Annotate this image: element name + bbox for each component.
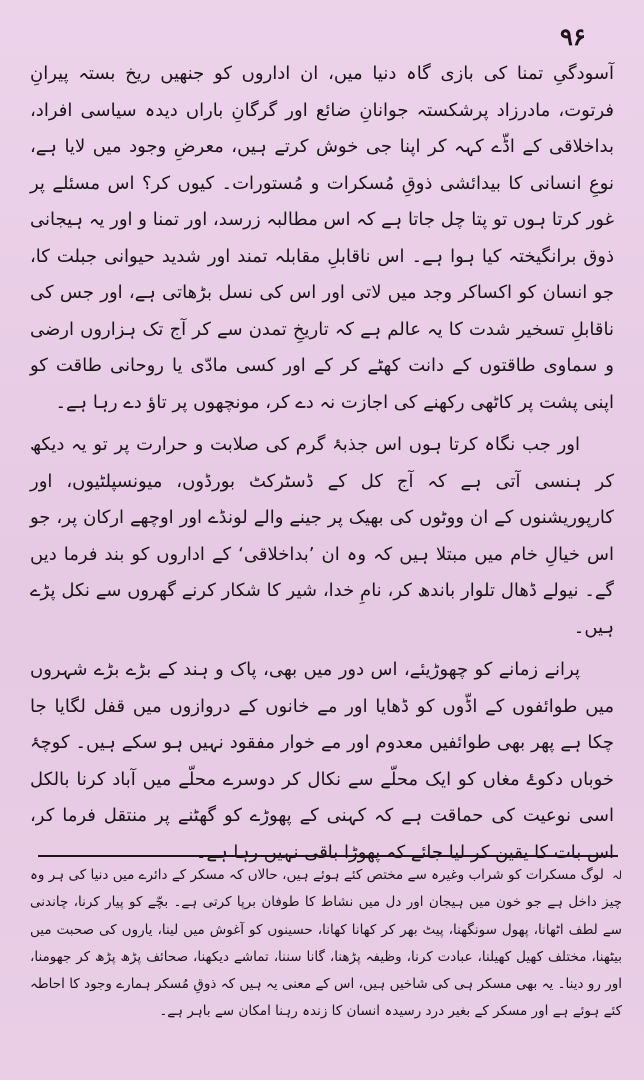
- footnote-marker: لہ: [612, 869, 622, 882]
- body-text: [30, 56, 614, 871]
- page-number: ۹۶: [560, 22, 586, 51]
- paragraph-3: پرانے زمانے کو چھوڑیئے، اس دور میں بھی، پاک و ہند کے بڑے بڑے شہروں میں طوائفوں کے اڈّوں کو ڈھایا اور مے خانوں کے دروازوں میں قفل لگایا جا چکا ہے پھر بھی طوائفیں معدوم اور مے خوار مفقود نہیں ہو سکے ہیں۔ کوچۂ خوباں دکوۓ مغاں کو ایک محلّے سے نکال کر دوسرے محلّے میں آباد کرنا بالکل اسی نوعیت کی حماقت ہے کہ کہنی کے پھوڑے کو گھٹنے پر منتقل فرما کر، اس بات کا یقین کر لیا جائے کہ پھوڑا باقی نہیں رہا ہے۔: [30, 659, 614, 863]
- footnote-text: لوگ مسکرات کو شراب وغیرہ سے مختص کئے ہوئے ہیں، حالاں کہ مسکر کے دائرے میں دنیا کی ہر وہ چیز داخل ہے جو خون میں ہیجان اور دل میں نشاط کا طوفان برپا کرتی ہے۔ بچّے کو پیار کرنا، چاندنی سے لطف اٹھانا، پھول سونگھنا، پیٹ بھر کر کھانا کھانا، حسینوں کو آغوش میں لینا، یاروں کی صحبت میں بیٹھنا، مختلف کھیل کھیلنا، عبادت کرنا، وظیفہ پڑھنا، گانا سننا، تماشے دیکھنا، صحائف پڑھ پڑھ کر جھومنا، اور رو دینا۔ یہ بھی مسکر ہی کی شاخیں ہیں، اس کے معنی یہ ہیں کہ ذوقِ مُسکر ہمارے وجود کا احاطہ کئے ہوئے ہے اور مسکر کے بغیر درد رسیدہ انسان کا زندہ رہنا امکان سے باہر ہے۔: [30, 867, 622, 1020]
- footnote: [30, 862, 622, 1026]
- paragraph-2: اور جب نگاہ کرتا ہوں اس جذبۂ گرم کی صلابت و حرارت پر تو یہ دیکھ کر ہنسی آتی ہے کہ آج کل کے ڈسٹرکٹ بورڈوں، میونسپلٹیوں، اور کارپوریشنوں کے ان ووٹوں کی بھیک پر جینے والے لونڈے اور اوچھے ارکان پر، جو اس خیالِ خام میں مبتلا ہیں کہ وہ ان ’بداخلاقی‘ کے اداروں کو بند فرما دیں گے۔ نیولے ڈھال تلوار باندھ کر، نامِ خدا، شیر کا شکار کرنے گھروں سے نکل پڑے ہیں۔: [30, 434, 614, 638]
- footnote-divider: [38, 855, 618, 857]
- paragraph-1: آسودگیِ تمنا کی بازی گاہ دنیا میں، ان اداروں کو جنھیں ریخ بستہ پیرانِ فرتوت، مادرزاد پرشکستہ جوانانِ ضائع اور گرگانِ باراں دیدہ سیاسی افراد، بداخلاقی کے اڈّے کہہ کر اپنا جی خوش کرتے ہیں، معرضِ وجود میں لایا ہے، نوعِ انسانی کا بیدائشی ذوقِ مُسکرات و مُستورات۔ کیوں کر؟ اس مسئلے پر غور کرتا ہوں تو پتا چل جاتا ہے کہ اس مطالبہ زرسد، اور تمنا و اور یہ ہیجانی ذوق برانگیختہ کیا ہوا ہے۔ اس ناقابلِ مقابلہ تمند اور شدید حیوانی جبلت کا، جو انسان کو اکساکر وجد میں لاتی اور اس کی نسل بڑھاتی ہے، اور جس کی ناقابلِ تسخیر شدت کا یہ عالم ہے کہ تاریخِ تمدن سے کر آج تک ہزاروں ارضی و سماوی طاقتوں کے دانت کھٹے کر کے اور کسی مادّی یا روحانی طاقت کو اپنی پشت پر کاٹھی رکھنے کی اجازت نہ دے کر، مونچھوں پر تاؤ دے رہا ہے۔: [30, 63, 614, 413]
